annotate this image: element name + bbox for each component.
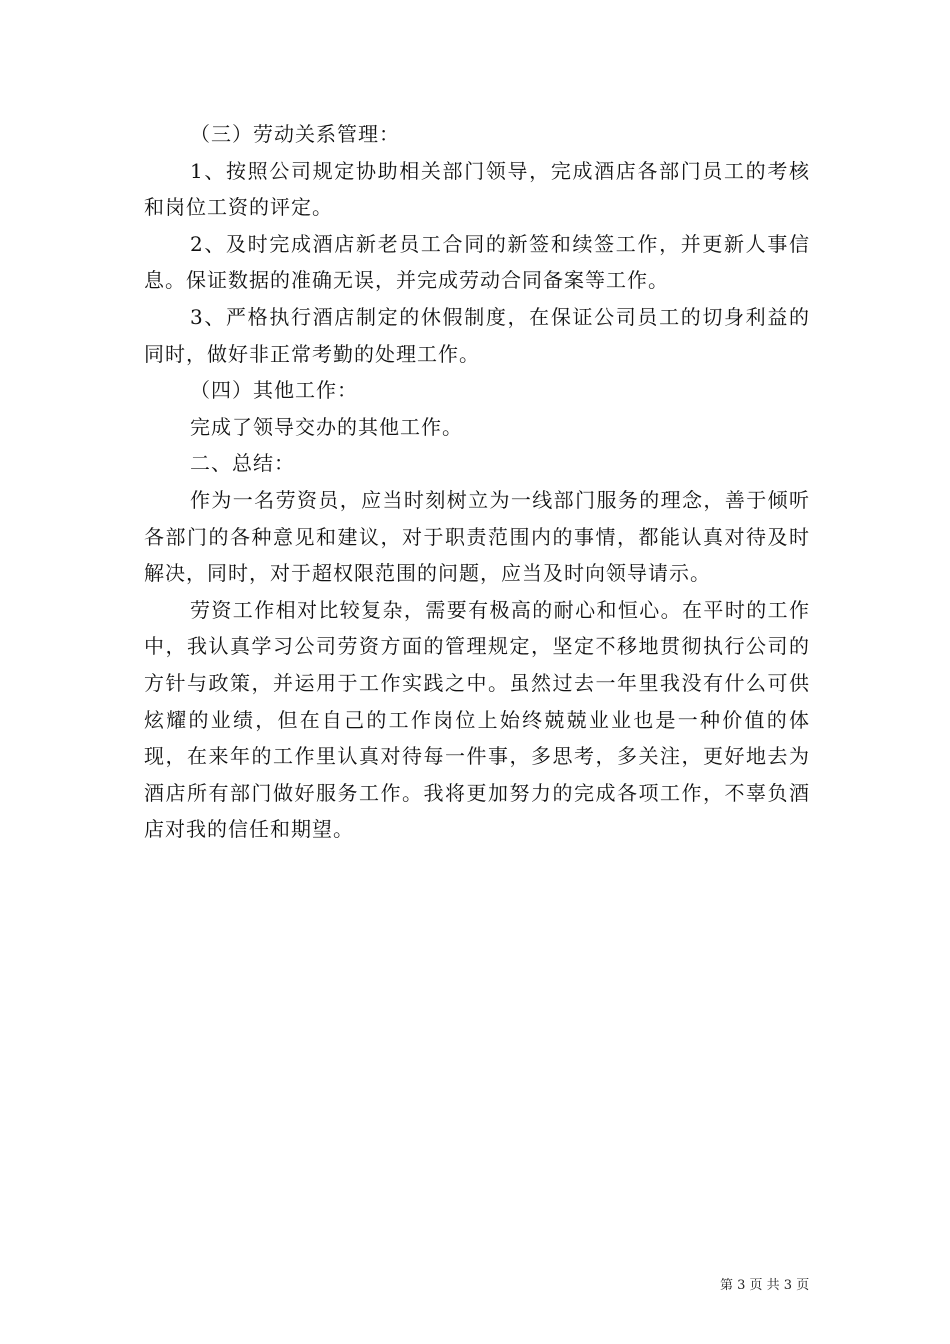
paragraph-summary-1: 作为一名劳资员，应当时刻树立为一线部门服务的理念，善于倾听各部门的各种意见和建议，对于职责范围内的事情，都能认真对待及时解决，同时，对于超权限范围的问题，应当及时向领导请示。: [144, 487, 810, 586]
section-heading-labor-relations: （三）劳动关系管理：: [190, 122, 400, 146]
paragraph-summary-2: 劳资工作相对比较复杂，需要有极高的耐心和恒心。在平时的工作中，我认真学习公司劳资方面的管理规定，坚定不移地贯彻执行公司的方针与政策，并运用于工作实践之中。虽然过去一年里我没有什么可供炫耀的业绩，但在自己的工作岗位上始终兢兢业业也是一种价值的体现，在来年的工作里认真对待每一件事，多思考，多关注，更好地去为酒店所有部门做好服务工作。我将更加努力的完成各项工作，不辜负酒店对我的信任和期望。: [144, 597, 810, 842]
document-body: [144, 116, 810, 848]
paragraph-item-2: 2、及时完成酒店新老员工合同的新签和续签工作，并更新人事信息。保证数据的准确无误，并完成劳动合同备案等工作。: [144, 231, 810, 293]
paragraph-item-1: 1、按照公司规定协助相关部门领导，完成酒店各部门员工的考核和岗位工资的评定。: [144, 158, 810, 220]
paragraph-other-work: 完成了领导交办的其他工作。: [190, 414, 463, 439]
paragraph-item-3: 3、严格执行酒店制定的休假制度，在保证公司员工的切身利益的同时，做好非正常考勤的处理工作。: [144, 304, 810, 366]
page-number-footer: 第 3 页 共 3 页: [720, 1278, 810, 1293]
section-heading-other-work: （四）其他工作：: [190, 378, 358, 403]
section-heading-summary: 二、总结：: [190, 451, 295, 476]
